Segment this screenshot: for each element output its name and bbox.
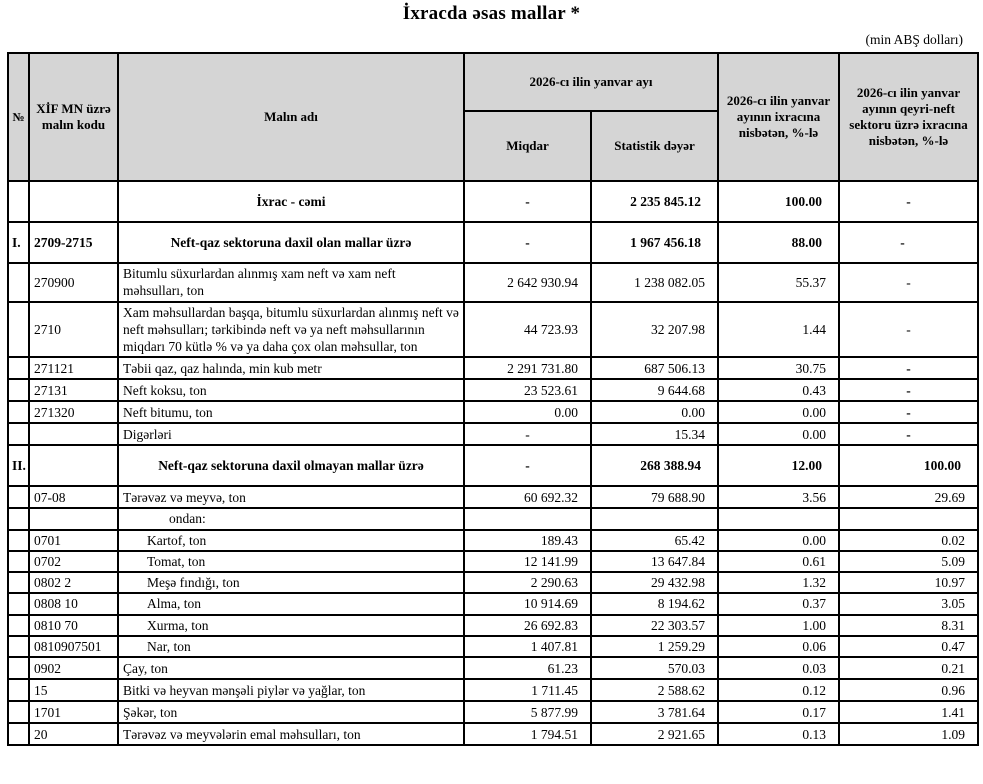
cell-share-nonoil: - — [839, 222, 978, 263]
cell-code — [29, 423, 118, 445]
table-header — [8, 53, 978, 181]
cell-share-nonoil: - — [839, 302, 978, 358]
cell-name: Tərəvəz və meyvələrin emal məhsulları, ton — [118, 723, 464, 745]
cell-number — [8, 701, 29, 723]
cell-code: 271121 — [29, 357, 118, 379]
page-title: İxracda əsas mallar * — [402, 3, 581, 24]
cell-quantity: - — [464, 181, 591, 222]
cell-share-nonoil: 3.05 — [839, 593, 978, 614]
cell-share-nonoil: - — [839, 401, 978, 423]
cell-share-total: 100.00 — [718, 181, 839, 222]
cell-name: Tomat, ton — [118, 551, 464, 572]
cell-share-nonoil: 1.09 — [839, 723, 978, 745]
cell-code — [29, 445, 118, 486]
col-header-name: Malın adı — [118, 53, 464, 181]
cell-share-nonoil: 8.31 — [839, 615, 978, 636]
cell-share-nonoil: 0.02 — [839, 530, 978, 551]
cell-share-nonoil: - — [839, 379, 978, 401]
cell-share-nonoil: 29.69 — [839, 486, 978, 508]
cell-number — [8, 636, 29, 657]
cell-stat-value: 570.03 — [591, 657, 718, 679]
cell-quantity: 2 291 731.80 — [464, 357, 591, 379]
cell-quantity: 0.00 — [464, 401, 591, 423]
cell-code — [29, 508, 118, 529]
cell-share-total: 0.06 — [718, 636, 839, 657]
cell-name: Neft-qaz sektoruna daxil olmayan mallar üzrə — [118, 445, 464, 486]
cell-stat-value: 13 647.84 — [591, 551, 718, 572]
cell-name: Neft bitumu, ton — [118, 401, 464, 423]
cell-number — [8, 302, 29, 358]
cell-quantity: - — [464, 423, 591, 445]
cell-share-total: 3.56 — [718, 486, 839, 508]
cell-code: 15 — [29, 679, 118, 701]
cell-number — [8, 657, 29, 679]
cell-share-total: 0.61 — [718, 551, 839, 572]
cell-share-nonoil: - — [839, 423, 978, 445]
cell-code: 07-08 — [29, 486, 118, 508]
cell-share-total: 0.13 — [718, 723, 839, 745]
table-row — [8, 357, 978, 379]
cell-code: 0702 — [29, 551, 118, 572]
cell-stat-value: 9 644.68 — [591, 379, 718, 401]
cell-name: Neft-qaz sektoruna daxil olan mallar üzrə — [118, 222, 464, 263]
col-header-code: XİF MN üzrə malın kodu — [29, 53, 118, 181]
cell-number — [8, 357, 29, 379]
cell-share-nonoil: - — [839, 181, 978, 222]
cell-quantity — [464, 508, 591, 529]
cell-code — [29, 181, 118, 222]
cell-code: 270900 — [29, 263, 118, 302]
table-row — [8, 679, 978, 701]
cell-name: Təbii qaz, qaz halında, min kub metr — [118, 357, 464, 379]
table-row — [8, 401, 978, 423]
cell-number — [8, 486, 29, 508]
cell-share-total: 0.43 — [718, 379, 839, 401]
cell-number — [8, 572, 29, 593]
table-row — [8, 263, 978, 302]
cell-stat-value: 1 967 456.18 — [591, 222, 718, 263]
cell-code: 0810907501 — [29, 636, 118, 657]
cell-name: Xam məhsullardan başqa, bitumlu süxurlardan alınmış neft və neft məhsulları; tərkibində neft və ya neft məhsullarının miqdarı 70 kütlə % və ya daha çox olan məhsullar, ton — [118, 302, 464, 358]
cell-share-nonoil: - — [839, 357, 978, 379]
cell-number — [8, 181, 29, 222]
cell-number — [8, 593, 29, 614]
cell-share-nonoil: 0.96 — [839, 679, 978, 701]
table-row — [8, 615, 978, 636]
cell-quantity: 189.43 — [464, 530, 591, 551]
table-row — [8, 723, 978, 745]
cell-share-total: 1.00 — [718, 615, 839, 636]
exports-table — [7, 52, 979, 746]
cell-number: I. — [8, 222, 29, 263]
cell-name: Meşə fındığı, ton — [118, 572, 464, 593]
cell-quantity: 10 914.69 — [464, 593, 591, 614]
unit-note: (min ABŞ dolları) — [865, 32, 963, 47]
cell-code: 0902 — [29, 657, 118, 679]
cell-stat-value: 2 921.65 — [591, 723, 718, 745]
col-header-share-nonoil: 2026-cı ilin yanvar ayının qeyri-neft sektoru üzrə ixracına nisbətən, %-lə — [839, 53, 978, 181]
col-header-stat-value: Statistik dəyər — [591, 111, 718, 181]
cell-share-total: 55.37 — [718, 263, 839, 302]
cell-name: ondan: — [118, 508, 464, 529]
cell-share-total: 0.17 — [718, 701, 839, 723]
cell-code: 2710 — [29, 302, 118, 358]
cell-name: İxrac - cəmi — [118, 181, 464, 222]
table-row — [8, 302, 978, 358]
cell-share-total: 0.00 — [718, 530, 839, 551]
cell-name: Bitki və heyvan mənşəli piylər və yağlar, ton — [118, 679, 464, 701]
col-header-quantity: Miqdar — [464, 111, 591, 181]
cell-name: Tərəvəz və meyvə, ton — [118, 486, 464, 508]
table-body — [8, 181, 978, 745]
cell-share-nonoil: 100.00 — [839, 445, 978, 486]
cell-code: 0810 70 — [29, 615, 118, 636]
cell-quantity: 5 877.99 — [464, 701, 591, 723]
cell-quantity: 1 794.51 — [464, 723, 591, 745]
table-row — [8, 222, 978, 263]
table-row — [8, 423, 978, 445]
cell-name: Bitumlu süxurlardan alınmış xam neft və xam neft məhsulları, ton — [118, 263, 464, 302]
cell-name: Digərləri — [118, 423, 464, 445]
cell-stat-value: 2 235 845.12 — [591, 181, 718, 222]
cell-share-nonoil — [839, 508, 978, 529]
table-row — [8, 636, 978, 657]
cell-quantity: 26 692.83 — [464, 615, 591, 636]
table-row — [8, 551, 978, 572]
cell-number — [8, 508, 29, 529]
cell-share-total: 30.75 — [718, 357, 839, 379]
cell-share-nonoil: 5.09 — [839, 551, 978, 572]
cell-number — [8, 401, 29, 423]
cell-name: Alma, ton — [118, 593, 464, 614]
cell-number — [8, 263, 29, 302]
col-header-number: № — [8, 53, 29, 181]
cell-number — [8, 679, 29, 701]
table-row — [8, 530, 978, 551]
table-row — [8, 657, 978, 679]
table-row — [8, 379, 978, 401]
col-header-month-group: 2026-cı ilin yanvar ayı — [464, 53, 718, 111]
cell-number — [8, 530, 29, 551]
cell-name: Xurma, ton — [118, 615, 464, 636]
cell-share-total: 1.32 — [718, 572, 839, 593]
cell-share-total: 12.00 — [718, 445, 839, 486]
cell-number — [8, 423, 29, 445]
cell-code: 0701 — [29, 530, 118, 551]
cell-share-nonoil: 1.41 — [839, 701, 978, 723]
cell-stat-value: 1 238 082.05 — [591, 263, 718, 302]
cell-quantity: 60 692.32 — [464, 486, 591, 508]
cell-code: 27131 — [29, 379, 118, 401]
cell-code: 0802 2 — [29, 572, 118, 593]
cell-share-total — [718, 508, 839, 529]
cell-stat-value: 687 506.13 — [591, 357, 718, 379]
table-row — [8, 486, 978, 508]
cell-share-nonoil: 0.21 — [839, 657, 978, 679]
cell-share-nonoil: - — [839, 263, 978, 302]
cell-stat-value: 32 207.98 — [591, 302, 718, 358]
cell-name: Kartof, ton — [118, 530, 464, 551]
table-row — [8, 508, 978, 529]
cell-code: 20 — [29, 723, 118, 745]
cell-stat-value: 29 432.98 — [591, 572, 718, 593]
cell-stat-value — [591, 508, 718, 529]
cell-stat-value: 268 388.94 — [591, 445, 718, 486]
cell-stat-value: 3 781.64 — [591, 701, 718, 723]
cell-share-total: 0.37 — [718, 593, 839, 614]
cell-quantity: 61.23 — [464, 657, 591, 679]
cell-share-nonoil: 10.97 — [839, 572, 978, 593]
cell-quantity: 1 407.81 — [464, 636, 591, 657]
cell-quantity: - — [464, 445, 591, 486]
cell-stat-value: 15.34 — [591, 423, 718, 445]
cell-quantity: 2 290.63 — [464, 572, 591, 593]
cell-share-nonoil: 0.47 — [839, 636, 978, 657]
cell-quantity: 2 642 930.94 — [464, 263, 591, 302]
cell-quantity: 23 523.61 — [464, 379, 591, 401]
cell-number — [8, 551, 29, 572]
cell-share-total: 0.12 — [718, 679, 839, 701]
cell-stat-value: 22 303.57 — [591, 615, 718, 636]
cell-stat-value: 1 259.29 — [591, 636, 718, 657]
cell-code: 271320 — [29, 401, 118, 423]
cell-code: 1701 — [29, 701, 118, 723]
cell-number — [8, 379, 29, 401]
cell-stat-value: 65.42 — [591, 530, 718, 551]
cell-quantity: - — [464, 222, 591, 263]
cell-quantity: 12 141.99 — [464, 551, 591, 572]
cell-name: Neft koksu, ton — [118, 379, 464, 401]
cell-stat-value: 2 588.62 — [591, 679, 718, 701]
cell-quantity: 1 711.45 — [464, 679, 591, 701]
cell-share-total: 88.00 — [718, 222, 839, 263]
cell-number — [8, 615, 29, 636]
cell-name: Nar, ton — [118, 636, 464, 657]
cell-code: 2709-2715 — [29, 222, 118, 263]
table-row — [8, 701, 978, 723]
cell-share-total: 1.44 — [718, 302, 839, 358]
cell-number — [8, 723, 29, 745]
cell-share-total: 0.00 — [718, 401, 839, 423]
cell-share-total: 0.00 — [718, 423, 839, 445]
cell-quantity: 44 723.93 — [464, 302, 591, 358]
cell-stat-value: 0.00 — [591, 401, 718, 423]
cell-stat-value: 8 194.62 — [591, 593, 718, 614]
cell-number: II. — [8, 445, 29, 486]
table-row — [8, 593, 978, 614]
col-header-share-total: 2026-cı ilin yanvar ayının ixracına nisbətən, %-lə — [718, 53, 839, 181]
cell-share-total: 0.03 — [718, 657, 839, 679]
table-row — [8, 572, 978, 593]
cell-code: 0808 10 — [29, 593, 118, 614]
table-row — [8, 181, 978, 222]
cell-stat-value: 79 688.90 — [591, 486, 718, 508]
cell-name: Şəkər, ton — [118, 701, 464, 723]
table-row — [8, 445, 978, 486]
cell-name: Çay, ton — [118, 657, 464, 679]
